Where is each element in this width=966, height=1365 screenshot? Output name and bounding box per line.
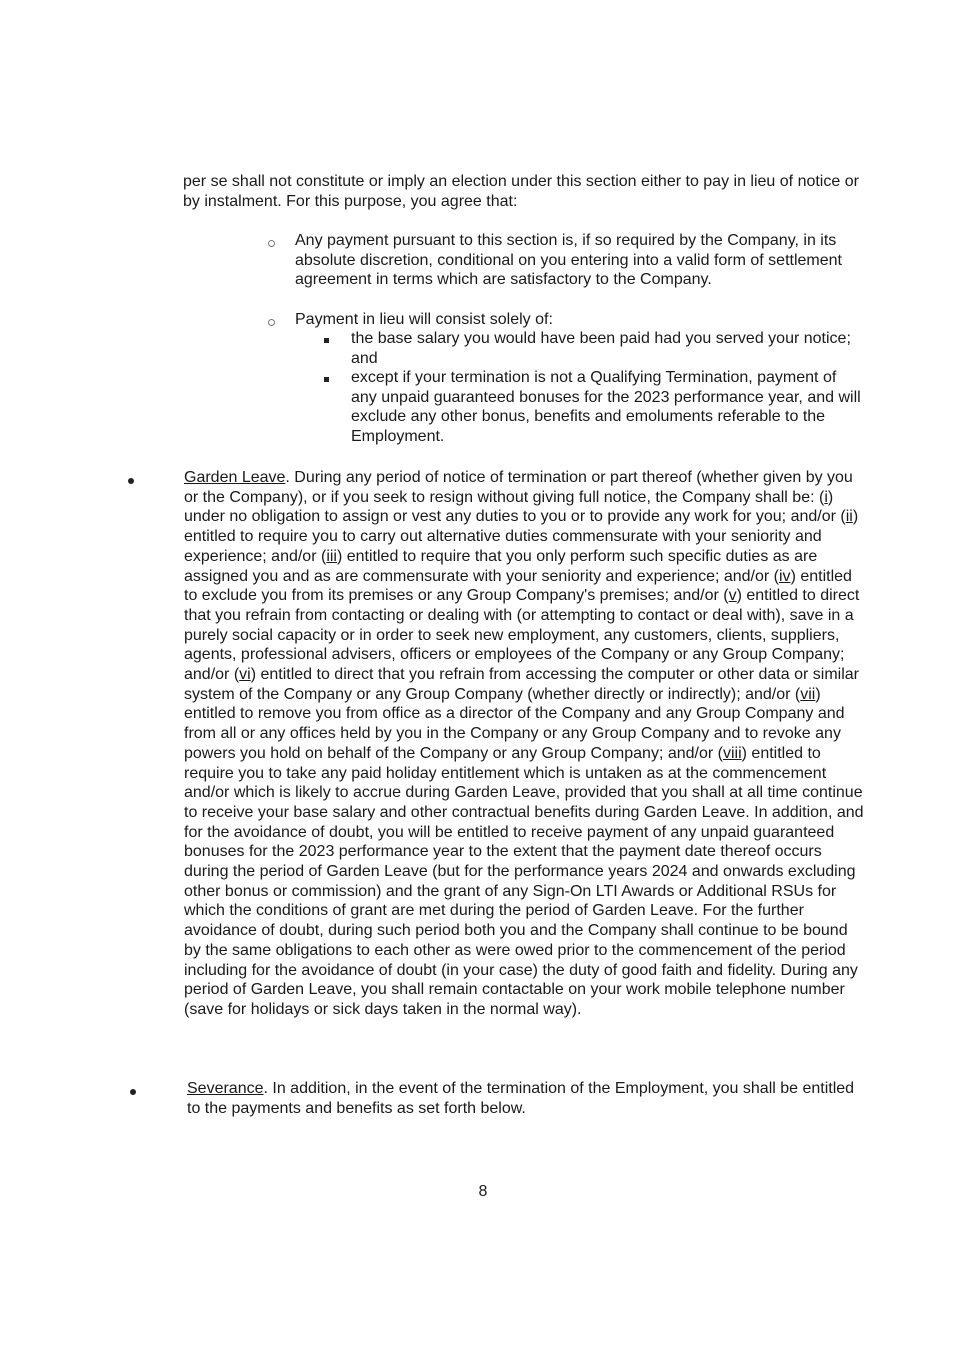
sub-item-settlement: Any payment pursuant to this section is, if so required by the Company, in its absolute discretion, conditional on you entering into a valid form of settlement agreement in terms which are satisfactory to the Company. — [295, 232, 842, 289]
hollow-circle-bullet-icon — [268, 240, 275, 247]
numeral: v — [728, 587, 737, 605]
garden-leave-paragraph: Garden Leave. During any period of notice of termination or part thereof (whether given by you or the Company), or if you seek to resign without giving full notice, the Company shall be: (i) under no obligation to assign or vest any duties to you or to provide any work for you; and/or (ii) entitled to require you to carry out alternative duties commensurate with your seniority and experience; and/or (iii) entitled to require that you only perform such specific duties as are assigned you and as are commensurate with your seniority and experience; and/or (iv) entitled to exclude you from its premises or any Group Company's premises; and/or (v) entitled to direct that you refrain from contacting or dealing with (or attempting to contact or deal with), save in a purely social capacity or in order to seek new employment, any customers, clients, suppliers, agents, professional advisers, officers or employees of the Company or any Group Company; and/or (vi) entitled to direct that you refrain from accessing the computer or other data or similar system of the Company or any Group Company (whether directly or indirectly); and/or (vii) entitled to remove you from office as a director of the Company and any Group Company and from all or any offices held by you in the Company or any Group Company and to revoke any powers you hold on behalf of the Company or any Group Company; and/or (viii) entitled to require you to take any paid holiday entitlement which is untaken as at the commencement and/or which is likely to accrue during Garden Leave, provided that you shall at all time continue to receive your base salary and other contractual benefits during Garden Leave. In addition, and for the avoidance of doubt, you will be entitled to receive payment of any unpaid guaranteed bonuses for the 2023 performance year to the extent that the payment date thereof occurs during the period of Garden Leave (but for the performance years 2024 and onwards excluding other bonus or commission) and the grant of any Sign-On LTI Awards or Additional RSUs for which the conditions of grant are met during the period of Garden Leave. For the further avoidance of doubt, during such period both you and the Company shall continue to be bound by the same obligations to each other as were owed prior to the commencement of the period including for the avoidance of doubt (in your case) the duty of good faith and fidelity. During any period of Garden Leave, you shall remain contactable on your work mobile telephone number (save for holidays or sick days taken in the normal way). — [184, 469, 864, 1018]
numeral: i — [824, 488, 828, 506]
pilon-item-bonuses: except if your termination is not a Qualifying Termination, payment of any unpaid guaranteed bonuses for the 2023 performance year, and will exclude any other bonus, benefits and emoluments referable to the Employment. — [351, 369, 861, 446]
square-bullet-icon — [324, 338, 329, 343]
sub-item-payment-in-lieu: Payment in lieu will consist solely of: — [295, 311, 553, 328]
severance-heading: Severance — [187, 1080, 264, 1097]
square-bullet-icon — [324, 377, 329, 382]
intro-paragraph: per se shall not constitute or imply an election under this section either to pay in lieu of notice or by instalment. For this purpose, you agree that: — [183, 173, 859, 210]
severance-paragraph: Severance. In addition, in the event of the termination of the Employment, you shall be entitled to the payments and benefits as set forth below. — [187, 1080, 855, 1117]
bullet-dot-icon — [130, 1089, 136, 1095]
hollow-circle-bullet-icon — [268, 319, 275, 326]
numeral: ii — [845, 508, 853, 526]
numeral: vi — [239, 666, 251, 684]
bullet-dot-icon — [128, 478, 134, 484]
numeral: viii — [722, 744, 742, 762]
page-number: 8 — [478, 1183, 488, 1200]
numeral: iv — [779, 567, 791, 585]
numeral: iii — [326, 547, 337, 565]
garden-leave-heading: Garden Leave — [184, 469, 286, 486]
numeral: vii — [800, 685, 816, 703]
pilon-item-base-salary: the base salary you would have been paid had you served your notice; and — [351, 330, 851, 367]
